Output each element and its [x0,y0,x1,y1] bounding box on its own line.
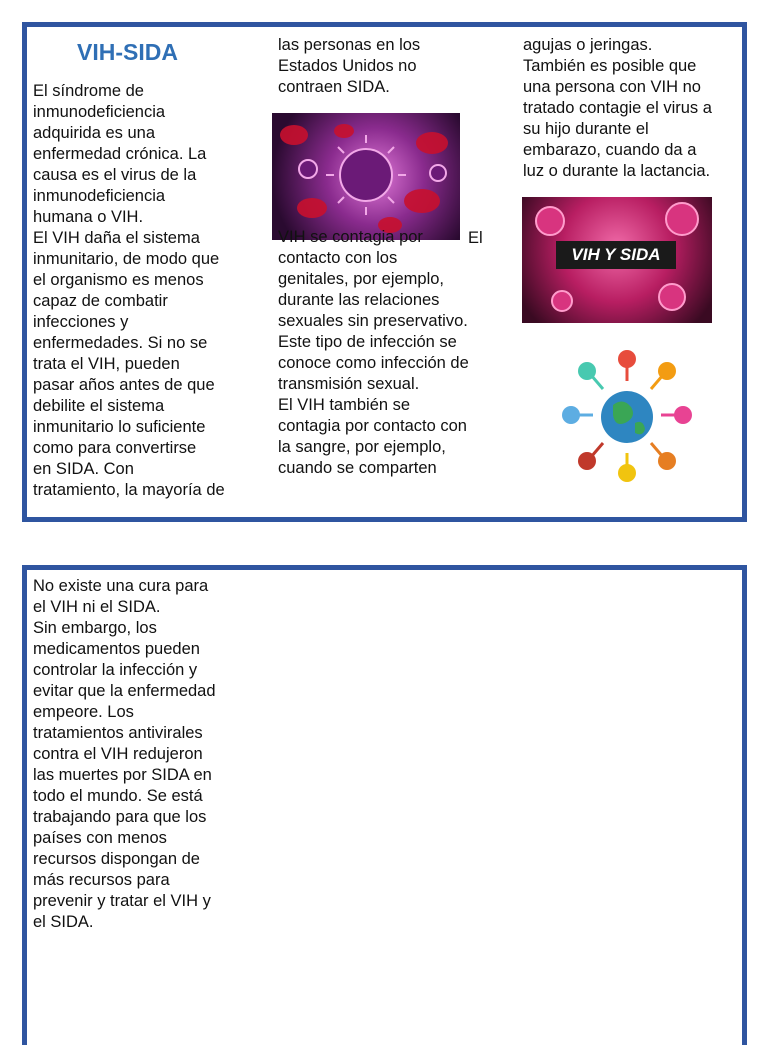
column-2-inline-text: El [468,229,483,247]
page-panel-bottom [22,565,747,1045]
page-panel-top [22,22,747,522]
vih-sida-banner [522,197,712,323]
virus-illustration [272,113,460,240]
document-title: VIH-SIDA [77,39,178,65]
column-2-bottom-text: VIH se contagia por contacto con los genitales, por ejemplo, durante las relaciones sexuales sin preservativo. Este tipo de infección se conoce como infección de transmisión sexual. El VIH también se contagia por contacto con la sangre, por ejemplo, cuando se comparten [278,228,469,477]
column-1-text: El síndrome de inmunodeficiencia adquirida es una enfermedad crónica. La causa es el virus de la inmunodeficiencia humana o VIH. El VIH daña el sistema inmunitario, de modo que el organismo es menos capaz de combatir infecciones y enfermedades. Si no se trata el VIH, pueden pasar años antes de que debilite el sistema inmunitario lo suficiente como para convertirse en SIDA. Con tratamiento, la mayoría de [33,82,225,499]
panel2-column-1-text: No existe una cura para el VIH ni el SIDA. Sin embargo, los medicamentos pueden controlar la infección y evitar que la enfermedad empeore. Los tratamientos antivirales contra el VIH redujeron las muertes por SIDA en todo el mundo. Se está trabajando para que los países con menos recursos dispongan de más recursos para prevenir y tratar el VIH y el SIDA. [33,577,216,931]
column-2-top-text: las personas en los Estados Unidos no contraen SIDA. [278,36,421,96]
banner-label: VIH Y SIDA [556,241,676,269]
hands-around-globe-illustration [557,345,697,485]
column-3-text: agujas o jeringas. También es posible que una persona con VIH no tratado contagie el virus a su hijo durante el embarazo, cuando da a luz o durante la lactancia. [523,36,712,180]
